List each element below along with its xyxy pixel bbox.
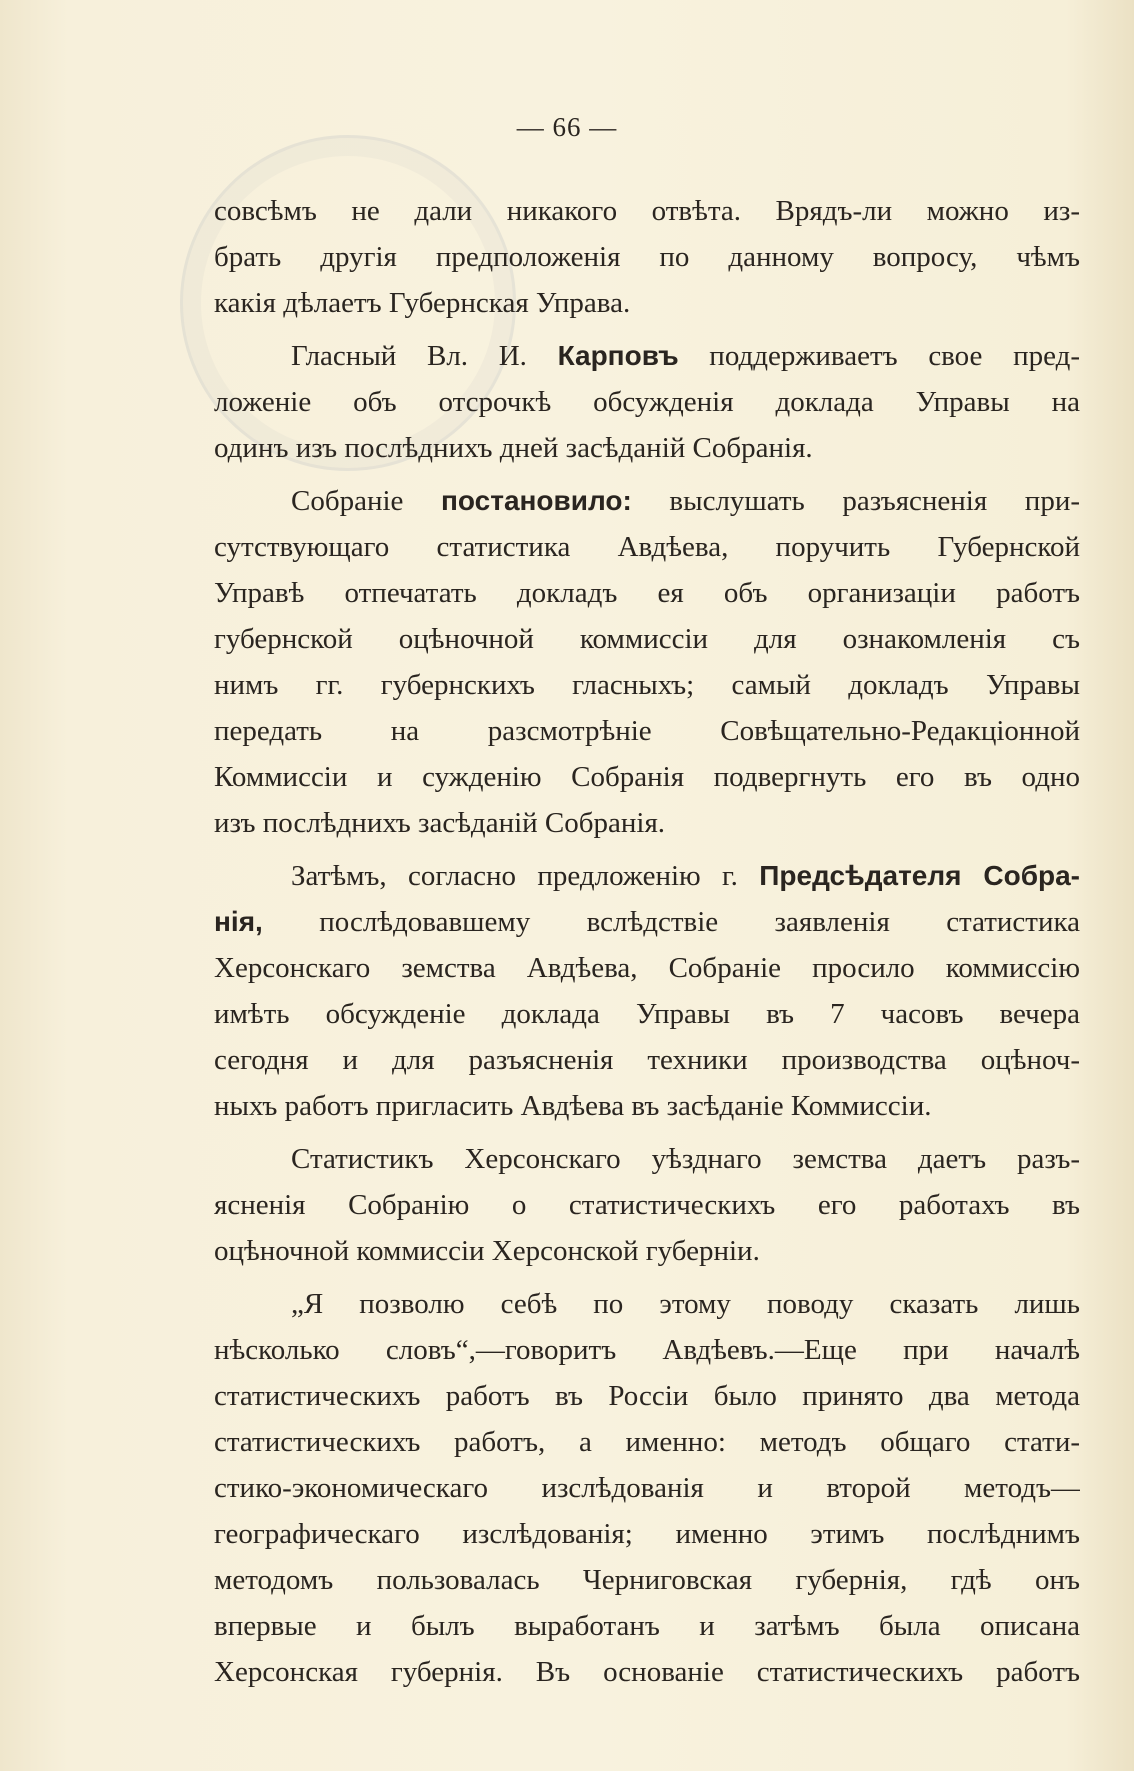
text-line (214, 1136, 1080, 1182)
text-line (214, 991, 1080, 1037)
paragraph-gap (214, 471, 1080, 478)
text-segment: губернской оцѣночной коммиссіи для ознакомленія съ (214, 623, 1080, 655)
text-line (214, 1465, 1080, 1511)
text-segment: Коммиссіи и сужденію Собранія подвергнуть его въ одно (214, 761, 1080, 793)
text-segment: географическаго изслѣдованія; именно этимъ послѣднимъ (214, 1518, 1080, 1550)
text-segment: имѣть обсужденіе доклада Управы въ 7 часовъ вечера (214, 998, 1080, 1030)
bold-text: постановило: (441, 485, 632, 516)
bold-text: нія, (214, 906, 263, 937)
text-line (214, 662, 1080, 708)
text-line (214, 1228, 1080, 1274)
text-segment: Управѣ отпечатать докладъ ея объ организаціи работъ (214, 577, 1080, 609)
text-segment: оцѣночной коммиссіи Херсонской губерніи. (214, 1235, 760, 1267)
text-line (214, 1373, 1080, 1419)
text-line (214, 1419, 1080, 1465)
text-line (214, 333, 1080, 379)
text-segment: изъ послѣднихъ засѣданій Собранія. (214, 807, 666, 839)
text-segment: ныхъ работъ пригласить Авдѣева въ засѣданіе Коммиссіи. (214, 1090, 932, 1122)
paragraph-gap (214, 326, 1080, 333)
text-line (214, 570, 1080, 616)
bold-text: Предсѣдателя Собра- (759, 860, 1080, 891)
text-segment: нимъ гг. губернскихъ гласныхъ; самый докладъ Управы (214, 669, 1080, 701)
text-segment: впервые и былъ выработанъ и затѣмъ была описана (214, 1610, 1080, 1642)
paragraph-gap (214, 1274, 1080, 1281)
text-line (214, 708, 1080, 754)
paragraph (214, 333, 1080, 471)
text-line (214, 853, 1080, 899)
text-line (214, 478, 1080, 524)
text-segment: сегодня и для разъясненія техники производства оцѣноч- (214, 1044, 1080, 1076)
text-segment: статистическихъ работъ въ Россіи было принято два метода (214, 1380, 1080, 1412)
text-line (214, 1037, 1080, 1083)
text-segment: совсѣмъ не дали никакого отвѣта. Врядъ-ли можно из- (214, 195, 1080, 227)
text-segment: нѣсколько словъ“,—говоритъ Авдѣевъ.—Еще при началѣ (214, 1334, 1080, 1366)
page-number: — 66 — (516, 112, 618, 142)
bold-text: Карповъ (557, 340, 679, 371)
text-line (214, 188, 1080, 234)
text-line (214, 945, 1080, 991)
text-body (214, 188, 1080, 1695)
text-line (214, 1603, 1080, 1649)
text-line (214, 1182, 1080, 1228)
text-segment: статистическихъ работъ, а именно: методъ общаго стати- (214, 1426, 1080, 1458)
text-segment: сутствующаго статистика Авдѣева, поручить Губернской (214, 531, 1080, 563)
text-segment: стико-экономическаго изслѣдованія и второй методъ— (214, 1472, 1080, 1504)
text-line (214, 1649, 1080, 1695)
text-segment: одинъ изъ послѣднихъ дней засѣданій Собранія. (214, 432, 813, 464)
text-segment: „Я позволю себѣ по этому поводу сказать лишь (291, 1288, 1080, 1320)
text-segment: ясненія Собранію о статистическихъ его работахъ въ (214, 1189, 1080, 1221)
paragraph-gap (214, 846, 1080, 853)
text-line (214, 616, 1080, 662)
text-line (214, 899, 1080, 945)
text-segment: Статистикъ Херсонскаго уѣзднаго земства даетъ разъ- (291, 1143, 1080, 1175)
text-line (214, 425, 1080, 471)
text-segment: Затѣмъ, согласно предложенію г. (291, 860, 760, 892)
text-line (214, 379, 1080, 425)
text-line (214, 1557, 1080, 1603)
text-segment: выслушать разъясненія при- (631, 485, 1080, 517)
text-segment: Гласный Вл. И. (291, 340, 558, 372)
text-line (214, 800, 1080, 846)
text-segment: поддерживаетъ свое пред- (678, 340, 1080, 372)
text-line (214, 524, 1080, 570)
paragraph-gap (214, 1129, 1080, 1136)
text-line (214, 1327, 1080, 1373)
text-line (214, 1281, 1080, 1327)
text-segment: передать на разсмотрѣніе Совѣщательно-Редакціонной (214, 715, 1080, 747)
text-line (214, 754, 1080, 800)
text-segment: Собраніе (291, 485, 442, 517)
text-segment: брать другія предположенія по данному вопросу, чѣмъ (214, 241, 1080, 273)
text-line (214, 234, 1080, 280)
paragraph (214, 853, 1080, 1129)
paragraph (214, 1281, 1080, 1695)
text-segment: Херсонская губернія. Въ основаніе статистическихъ работъ (214, 1656, 1080, 1688)
text-segment: Херсонскаго земства Авдѣева, Собраніе просило коммиссію (214, 952, 1080, 984)
text-segment: какія дѣлаетъ Губернская Управа. (214, 287, 631, 319)
text-segment: ложеніе объ отсрочкѣ обсужденія доклада Управы на (214, 386, 1080, 418)
paragraph (214, 188, 1080, 326)
text-line (214, 280, 1080, 326)
text-segment: методомъ пользовалась Черниговская губернія, гдѣ онъ (214, 1564, 1080, 1596)
paragraph (214, 478, 1080, 846)
paragraph (214, 1136, 1080, 1274)
text-segment: послѣдовавшему вслѣдствіе заявленія статистика (262, 906, 1080, 938)
text-line (214, 1511, 1080, 1557)
text-line (214, 1083, 1080, 1129)
